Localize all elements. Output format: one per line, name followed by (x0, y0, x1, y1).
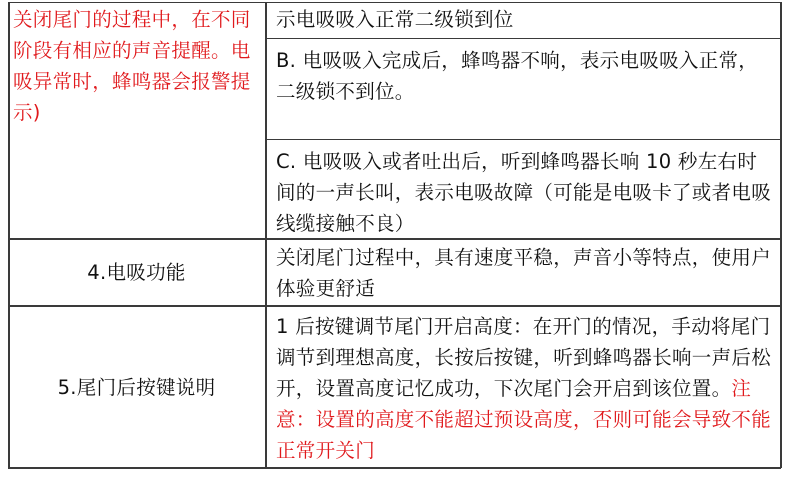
spec-table (8, 2, 781, 468)
border-top (8, 2, 781, 3)
rear-button-title: 5.尾门后按键说明 (57, 375, 216, 399)
rear-button-instructions: 1 后按键调节尾门开启高度：在开门的情况，手动将尾门调节到理想高度，长按后按键，听到蜂鸣器长响一声后松开，设置高度记忆成功，下次尾门会开启到该位置。 (276, 315, 772, 400)
row-divider-1b (266, 139, 781, 140)
row-divider-1a (266, 38, 781, 39)
rear-button-label (8, 307, 265, 467)
electric-suction-description: 关闭尾门过程中，具有速度平稳，声音小等特点，使用户体验更舒适 (276, 246, 772, 300)
status-c-text: C. 电吸吸入或者吐出后，听到蜂鸣器长响 10 秒左右时间的一声长叫，表示电吸故障（可能是电吸卡了或者电吸线缆接触不良） (276, 150, 772, 235)
border-bottom (8, 467, 781, 469)
electric-suction-title: 4.电吸功能 (87, 261, 186, 284)
beeper-alert-description: 关闭尾门的过程中，在不同阶段有相应的声音提醒。电吸异常时，蜂鸣器会报警提示) (13, 8, 251, 124)
height-warning-note: 注意：设置的高度不能超过预设高度，否则可能会导致不能正常开关门 (276, 377, 772, 462)
electric-suction-label (8, 240, 265, 305)
status-a-text: 示电吸吸入正常二级锁到位 (276, 8, 514, 31)
status-b-text: B. 电吸吸入完成后，蜂鸣器不响，表示电吸吸入正常，二级锁不到位。 (276, 49, 759, 103)
rear-button-description (266, 311, 781, 467)
